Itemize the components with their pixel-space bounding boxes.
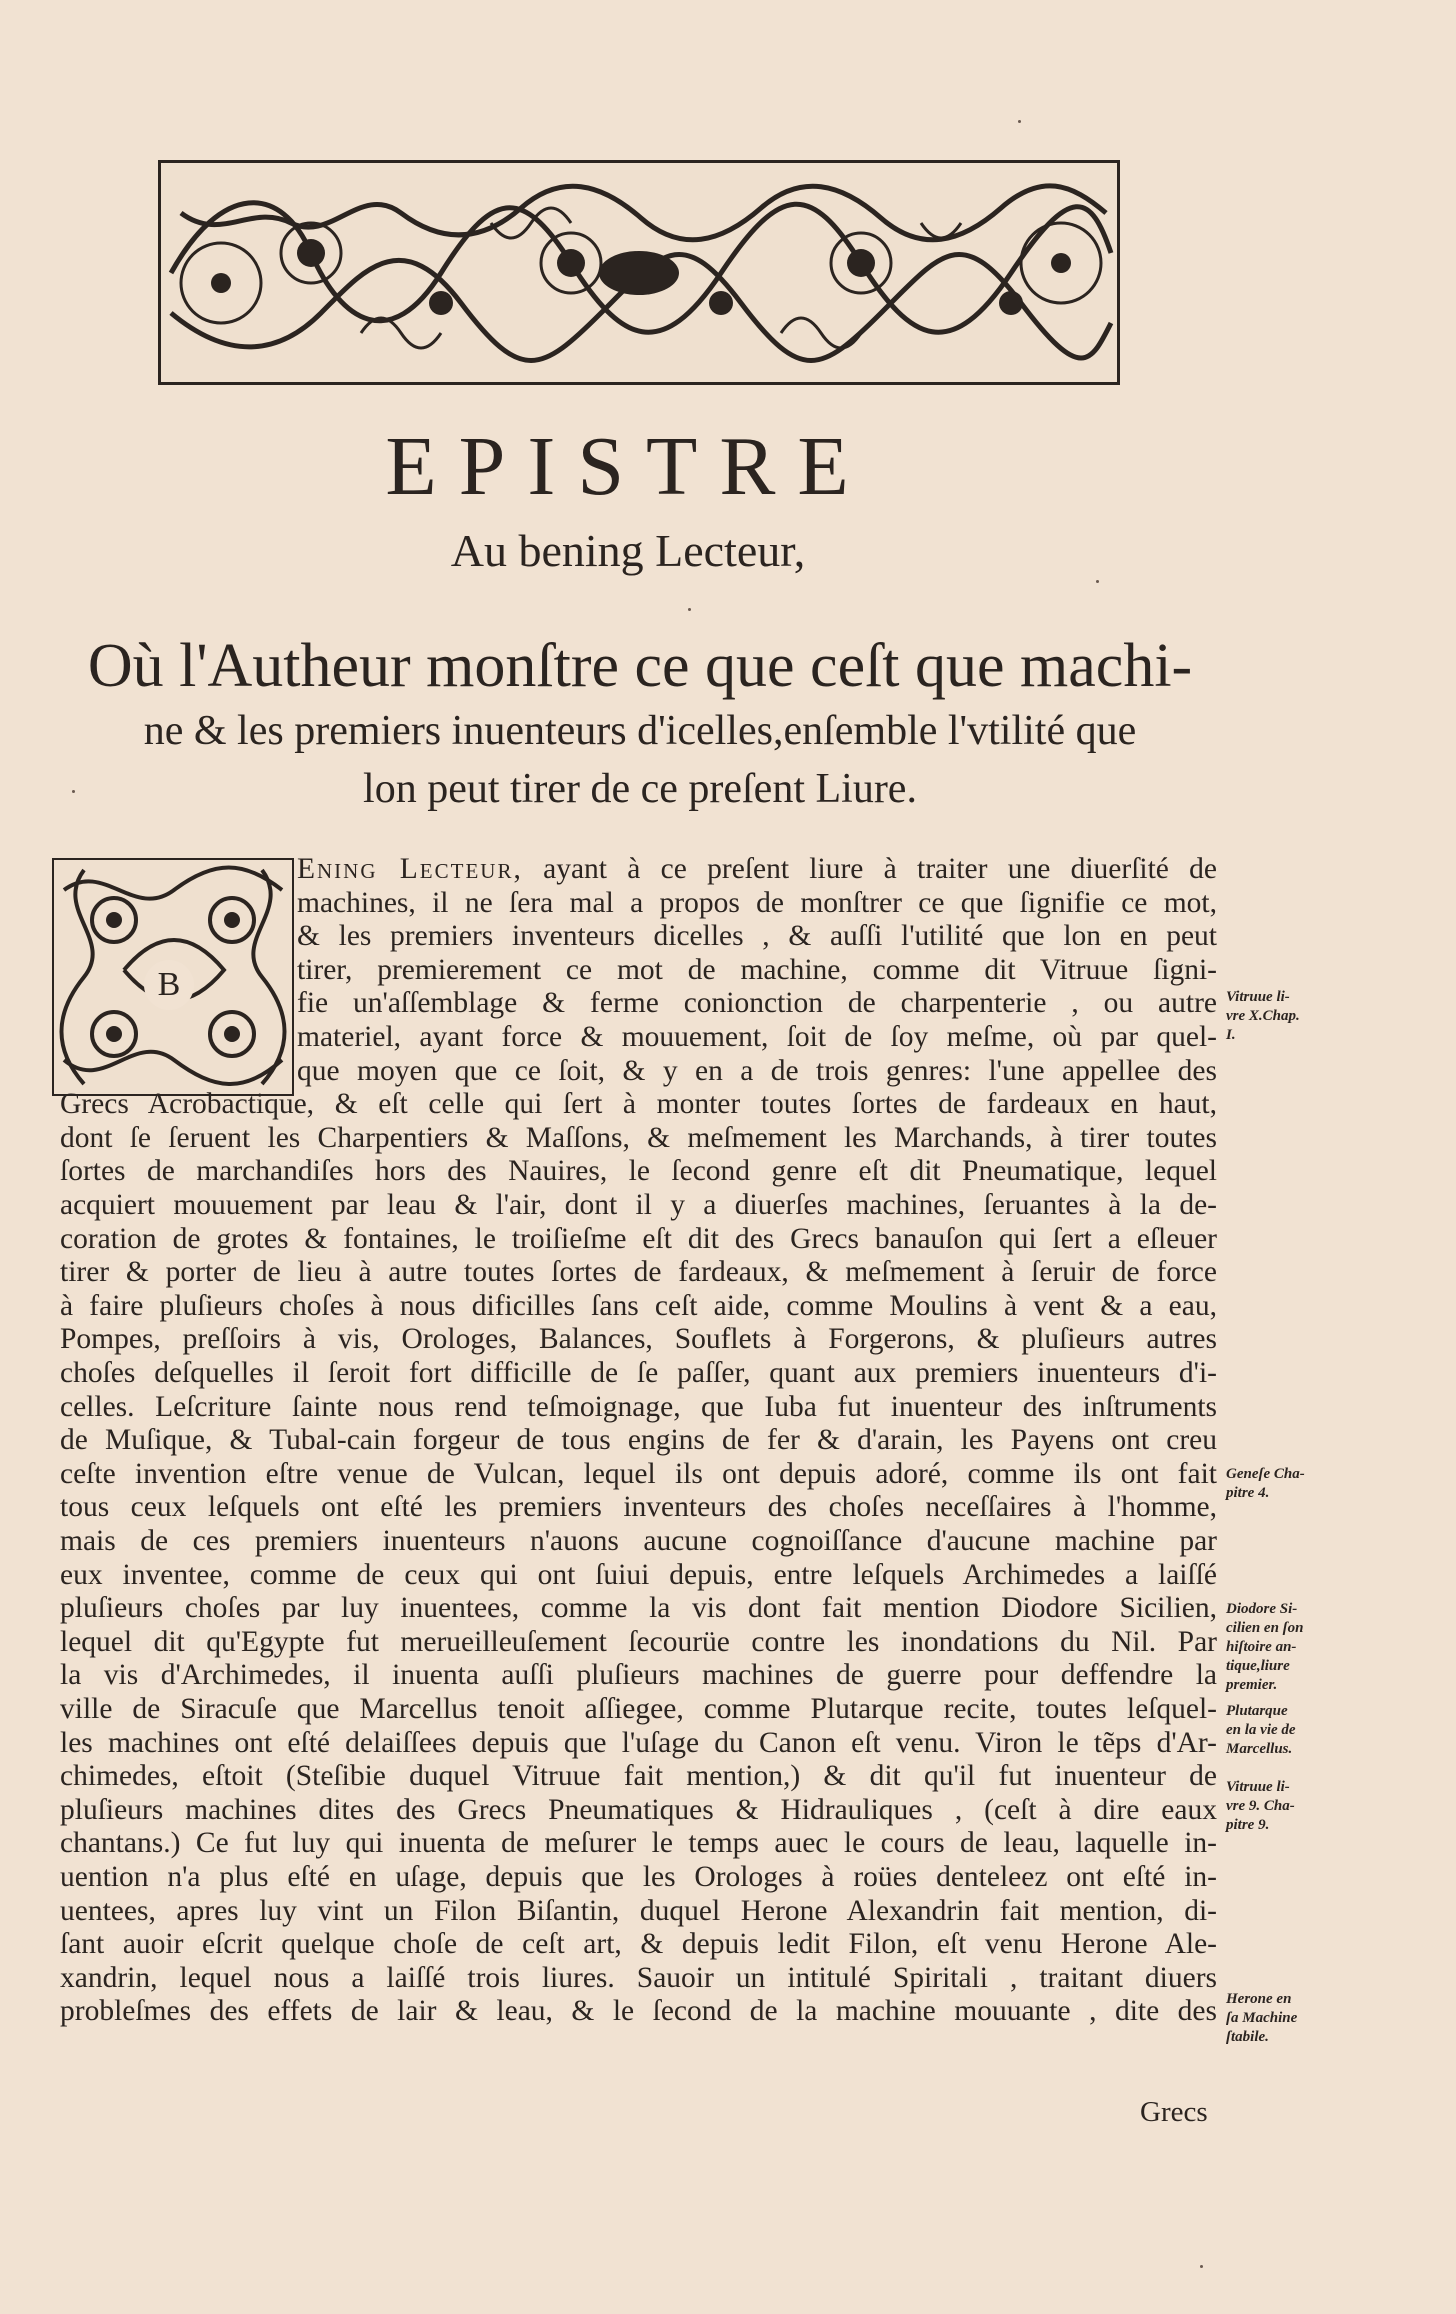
text-line: chantans.) Ce fut luy qui inuenta de meſurer le temps auec le cours de leau, laquelle in- — [60, 1827, 1217, 1860]
text-line: tous ceux leſquels ont eſté les premiers inventeurs des choſes neceſſaires à l'homme, — [60, 1491, 1217, 1524]
text-line: pluſieurs choſes par luy inuentees, comme la vis dont fait mention Diodore Sicilien, — [60, 1592, 1217, 1625]
text-line: choſes deſquelles il ſeroit fort difficille de ſe paſſer, quant aux premiers inuenteurs d'i- — [60, 1357, 1217, 1389]
text-line: ville de Siracuſe que Marcellus tenoit aſſiegee, comme Plutarque recite, toutes leſquel- — [60, 1693, 1217, 1725]
text-line: ſant auoir eſcrit quelque choſe de ceſt art, & depuis ledit Filon, eſt venu Herone Ale- — [60, 1928, 1217, 1961]
catchword: Grecs — [1140, 2096, 1208, 2128]
scroll-ornament-icon — [161, 163, 1117, 382]
text-line: ſortes de marchandiſes hors des Nauires, le ſecond genre eſt dit Pneumatique, lequel — [60, 1155, 1217, 1188]
heading-line: Où l'Autheur monſtre ce que ceſt que machi- — [87, 632, 1193, 700]
paper-speck — [1200, 2265, 1203, 2268]
text-line: Ening Lecteur, ayant à ce preſent liure à traiter une diuerſité de — [297, 853, 1217, 885]
text-line: Grecs Acrobactique, & eſt celle qui ſert à monter toutes ſortes de fardeaux en haut, — [60, 1088, 1217, 1121]
text-line: eux inventee, comme de ceux qui ont ſuiui depuis, entre leſquels Archimedes a laiſſé — [60, 1558, 1217, 1591]
text-line: ceſte invention eſtre venue de Vulcan, lequel ils ont depuis adoré, comme ils ont fait — [60, 1457, 1217, 1490]
heading-line: lon peut tirer de ce preſent Liure. — [363, 766, 917, 812]
text-line: fie un'aſſemblage & ferme conionction de charpenterie , ou autre — [297, 987, 1217, 1020]
text-line: uention n'a plus eſté en uſage, depuis que les Orologes à roües denteleez ont eſté in- — [60, 1861, 1217, 1893]
text-line: dont ſe ſeruent les Charpentiers & Maſſons, & meſmement les Marchands, à tirer toutes — [60, 1121, 1217, 1154]
page-title: EPISTRE — [385, 420, 871, 513]
margin-note: Herone en ſa Machine ſtabile. — [1226, 1991, 1298, 2045]
text-line: à faire pluſieurs choſes à nous dificilles ſans ceſt aide, comme Moulins à vent & a eau, — [60, 1289, 1217, 1322]
opening-words: Ening Lecteur, — [297, 853, 523, 885]
text-line: de Muſique, & Tubal-cain forgeur de tous engins de fer & d'arain, les Payens ont creu — [60, 1424, 1217, 1457]
text-line: les machines ont eſté delaiſſees depuis que l'uſage du Canon eſt venu. Viron le tẽps d'Ar- — [60, 1726, 1217, 1759]
margin-note: Plutarque en la vie de Marcellus. — [1226, 1703, 1296, 1757]
page-subtitle: Au bening Lecteur, — [450, 525, 806, 576]
epistle-body — [0, 853, 1230, 2133]
text-line: lequel dit qu'Egypte fut merueilleuſement ſecourüe contre les inondations du Nil. Par — [60, 1625, 1217, 1658]
text-line: & les premiers inventeurs dicelles , & auſſi l'utilité que lon en peut — [297, 920, 1217, 953]
initial-letter: B — [144, 960, 194, 1010]
margin-note: Vitruue li- vre X.Chap. I. — [1226, 989, 1300, 1043]
text-line: probleſmes des effets de lair & leau, & le ſecond de la machine mouuante , dite des — [60, 1995, 1217, 2028]
ornamental-headpiece — [158, 160, 1120, 385]
text-line: la vis d'Archimedes, il inuenta auſſi pluſieurs machines de guerre pour deffendre la — [60, 1659, 1217, 1692]
paper-speck — [72, 790, 75, 793]
text-line: celles. Leſcriture ſainte nous rend teſmoignage, que Iuba fut inuenteur des inſtruments — [60, 1390, 1217, 1423]
paper-speck — [688, 608, 691, 611]
text-line: acquiert mouuement par leau & l'air, dont il y a diuerſes machines, ſeruantes à la de- — [60, 1189, 1217, 1221]
chapter-heading — [50, 630, 1230, 818]
text-line: tirer, premierement ce mot de machine, comme dit Vitruue ſigni- — [297, 953, 1217, 986]
text-line: coration de grotes & fontaines, le troiſieſme eſt dit des Grecs banauſon qui ſert a eſleuer — [60, 1222, 1217, 1255]
margin-note: Diodore Si- cilien en ſon hiſtoire an- tique,liure premier. — [1226, 1601, 1304, 1693]
text-line: materiel, ayant force & mouuement, ſoit de ſoy meſme, où par quel- — [297, 1021, 1217, 1053]
margin-note: Vitruue li- vre 9. Cha- pitre 9. — [1226, 1779, 1295, 1833]
heading-line: ne & les premiers inuenteurs d'icelles,enſemble l'vtilité que — [143, 708, 1137, 754]
text-line: que moyen que ce ſoit, & y en a de trois genres: l'une appellee des — [297, 1054, 1217, 1087]
text-line: chimedes, eſtoit (Steſibie duquel Vitruue fait mention,) & dit qu'il fut inuenteur de — [60, 1760, 1217, 1793]
text-line: xandrin, lequel nous a laiſſé trois liures. Sauoir un intitulé Spiritali , traitant diuers — [60, 1961, 1217, 1994]
text-line: uentees, apres luy vint un Filon Biſantin, duquel Herone Alexandrin fait mention, di- — [60, 1894, 1217, 1927]
text-line: machines, il ne ſera mal a propos de monſtrer ce que ſignifie ce mot, — [297, 886, 1217, 919]
paper-speck — [1018, 120, 1021, 123]
paper-speck — [1096, 580, 1099, 583]
text-line: pluſieurs machines dites des Grecs Pneumatiques & Hidrauliques , (ceſt à dire eaux — [60, 1793, 1217, 1826]
text-line: mais de ces premiers inuenteurs n'auons aucune cognoiſſance d'aucune machine par — [60, 1525, 1217, 1557]
margin-note: Geneſe Cha- pitre 4. — [1226, 1466, 1305, 1501]
text-line: tirer & porter de lieu à autre toutes ſortes de fardeaux, & meſmement à ſeruir de force — [60, 1256, 1217, 1289]
text-line: Pompes, preſſoirs à vis, Orologes, Balances, Souflets à Forgerons, & pluſieurs autres — [60, 1323, 1217, 1356]
